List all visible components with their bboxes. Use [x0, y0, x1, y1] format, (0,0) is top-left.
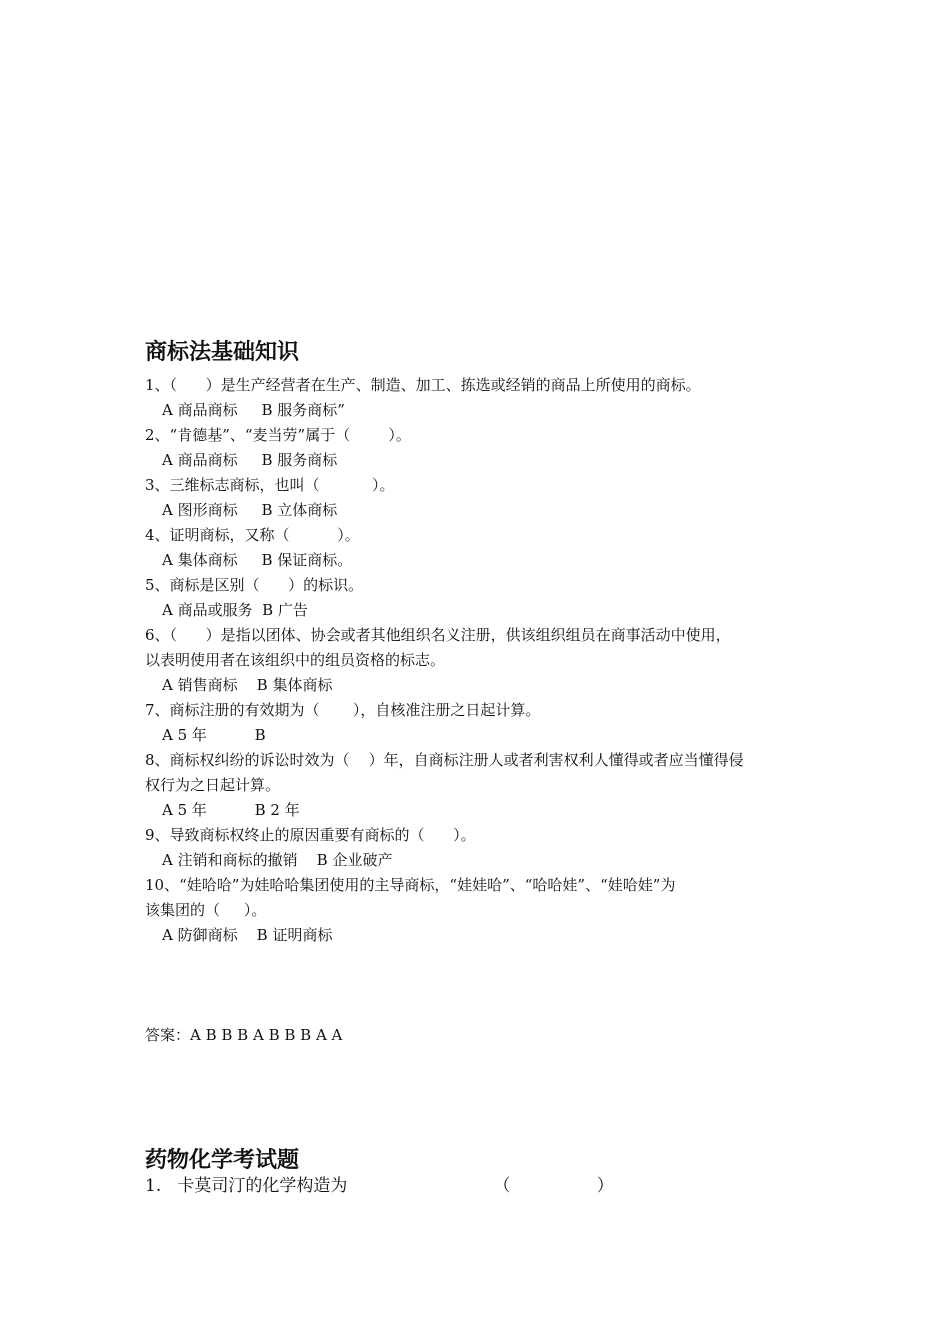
question-text: 10、“娃哈哈”为娃哈哈集团使用的主导商标，“娃娃哈”、“哈哈娃”、“娃哈娃”为	[145, 876, 676, 894]
question-text: 4、证明商标，又称（ ）。	[145, 526, 360, 544]
question-text: 权行为之日起计算。	[145, 776, 281, 794]
question-text: 8、商标权纠纷的诉讼时效为（ ）年，自商标注册人或者利害权利人懂得或者应当懂得侵	[145, 751, 744, 769]
answer-options: A 集体商标 B 保证商标。	[162, 551, 353, 569]
answer-options: A 防御商标 B 证明商标	[162, 926, 333, 944]
question-text: 5、商标是区别（ ）的标识。	[145, 576, 364, 594]
section-title-medicinal-chemistry: 药物化学考试题	[145, 1148, 300, 1173]
question-carmustine: 1. 卡莫司汀的化学构造为 （ ）	[145, 1176, 614, 1196]
answer-options: A 注销和商标的撤销 B 企业破产	[162, 851, 393, 869]
answer-options: A 图形商标 B 立体商标	[162, 501, 338, 519]
question-text: 6、（ ）是指以团体、协会或者其他组织名义注册，供该组织组员在商事活动中使用，	[145, 626, 731, 644]
question-text: 1、（ ）是生产经营者在生产、制造、加工、拣选或经销的商品上所使用的商标。	[145, 376, 701, 394]
question-text: 7、商标注册的有效期为（ ），自核准注册之日起计算。	[145, 701, 541, 719]
answer-key: 答案：A B B B A B B B A A	[145, 1026, 343, 1044]
question-text: 9、导致商标权终止的原因重要有商标的（ ）。	[145, 826, 476, 844]
section-title-trademark-law: 商标法基础知识	[145, 340, 300, 365]
question-text: 以表明使用者在该组织中的组员资格的标志。	[145, 651, 446, 669]
answer-options: A 5 年 B	[162, 726, 266, 744]
question-text: 3、三维标志商标，也叫（ ）。	[145, 476, 395, 494]
question-text: 2、“肯德基”、“麦当劳”属于（ ）。	[145, 426, 411, 444]
answer-options: A 商品或服务 B 广告	[162, 601, 308, 619]
question-text: 该集团的（ ）。	[145, 901, 267, 919]
answer-options: A 5 年 B 2 年	[162, 801, 300, 819]
answer-options: A 商品商标 B 服务商标”	[162, 401, 345, 419]
answer-options: A 商品商标 B 服务商标	[162, 451, 338, 469]
answer-options: A 销售商标 B 集体商标	[162, 676, 333, 694]
